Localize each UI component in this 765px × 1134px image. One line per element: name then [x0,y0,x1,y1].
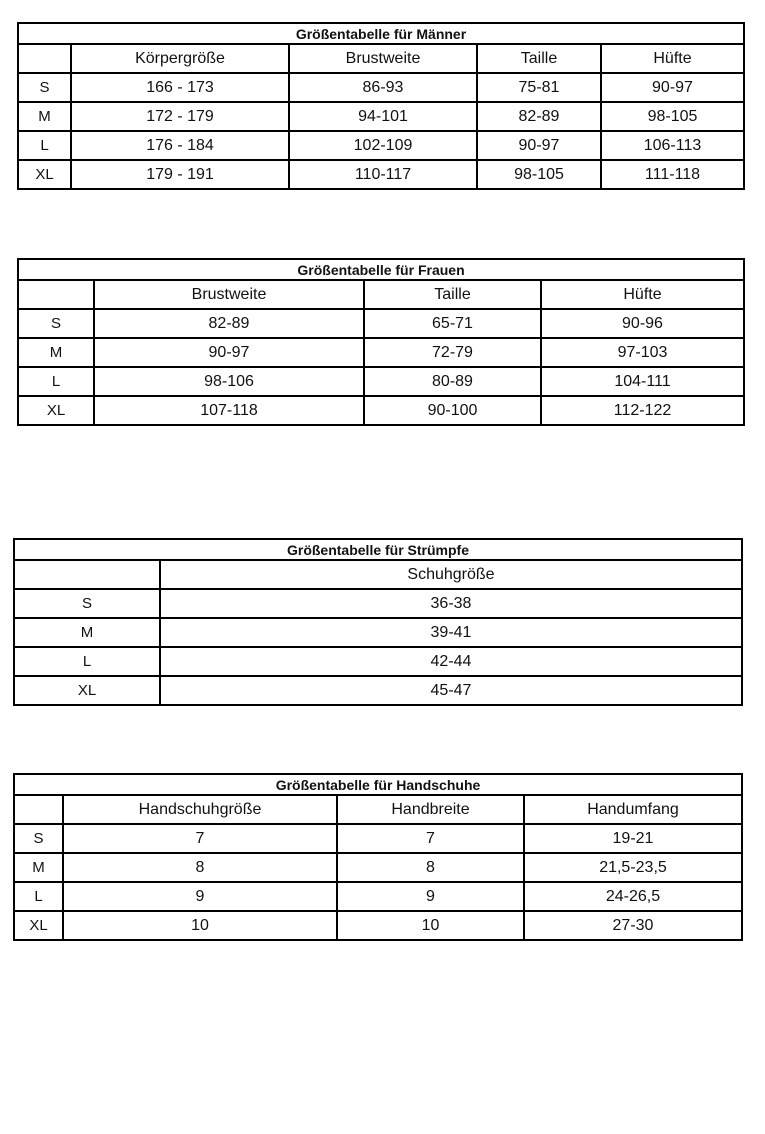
table-cell: 166 - 173 [71,73,289,102]
table-row [14,589,742,618]
table-header-row [18,44,744,73]
size-label: L [18,367,94,396]
table-cell: 98-106 [94,367,364,396]
table-cell: 9 [63,882,337,911]
header-cell: Hüfte [601,44,744,73]
header-cell: Handbreite [337,795,524,824]
header-cell: Taille [364,280,541,309]
table-cell: 111-118 [601,160,744,189]
women-size-table [17,258,745,426]
table-cell: 10 [63,911,337,940]
size-label: S [18,73,71,102]
table-row [18,102,744,131]
table-row [18,309,744,338]
table-cell: 172 - 179 [71,102,289,131]
table-cell: 107-118 [94,396,364,425]
gloves-table-title: Größentabelle für Handschuhe [14,774,742,795]
header-cell: Handschuhgröße [63,795,337,824]
table-row [14,676,742,705]
table-row [14,824,742,853]
header-cell: Hüfte [541,280,744,309]
table-row [14,882,742,911]
header-cell: Brustweite [94,280,364,309]
table-row [18,160,744,189]
table-cell: 104-111 [541,367,744,396]
socks-table-title: Größentabelle für Strümpfe [14,539,742,560]
men-size-table [17,22,745,190]
size-label: XL [14,676,160,705]
table-cell: 9 [337,882,524,911]
table-cell: 90-100 [364,396,541,425]
table-cell: 90-96 [541,309,744,338]
table-cell: 39-41 [160,618,742,647]
table-cell: 90-97 [477,131,601,160]
header-cell [18,280,94,309]
table-cell: 7 [63,824,337,853]
header-cell [14,795,63,824]
table-cell: 86-93 [289,73,477,102]
table-row [18,367,744,396]
size-label: M [18,102,71,131]
size-label: XL [18,396,94,425]
header-cell [18,44,71,73]
size-label: S [18,309,94,338]
table-cell: 82-89 [94,309,364,338]
table-cell: 90-97 [601,73,744,102]
size-label: L [18,131,71,160]
table-cell: 75-81 [477,73,601,102]
table-cell: 97-103 [541,338,744,367]
table-row [14,853,742,882]
table-cell: 176 - 184 [71,131,289,160]
table-cell: 80-89 [364,367,541,396]
header-cell: Taille [477,44,601,73]
table-cell: 102-109 [289,131,477,160]
table-cell: 112-122 [541,396,744,425]
table-cell: 98-105 [477,160,601,189]
table-row [18,73,744,102]
table-cell: 21,5-23,5 [524,853,742,882]
men-table-title: Größentabelle für Männer [18,23,744,44]
table-cell: 42-44 [160,647,742,676]
size-label: M [18,338,94,367]
table-cell: 94-101 [289,102,477,131]
table-cell: 19-21 [524,824,742,853]
gloves-size-table [13,773,743,941]
size-label: S [14,824,63,853]
size-label: S [14,589,160,618]
table-cell: 8 [63,853,337,882]
table-cell: 90-97 [94,338,364,367]
table-cell: 98-105 [601,102,744,131]
socks-size-table [13,538,743,706]
table-row [18,338,744,367]
table-cell: 7 [337,824,524,853]
table-cell: 8 [337,853,524,882]
size-label: L [14,647,160,676]
table-cell: 36-38 [160,589,742,618]
table-row [14,911,742,940]
size-label: L [14,882,63,911]
table-cell: 45-47 [160,676,742,705]
table-row [14,647,742,676]
table-row [14,618,742,647]
table-cell: 179 - 191 [71,160,289,189]
size-label: XL [18,160,71,189]
size-label: XL [14,911,63,940]
table-header-row [14,560,742,589]
table-cell: 10 [337,911,524,940]
header-cell: Körpergröße [71,44,289,73]
table-header-row [14,795,742,824]
table-cell: 72-79 [364,338,541,367]
table-cell: 110-117 [289,160,477,189]
size-label: M [14,618,160,647]
table-cell: 24-26,5 [524,882,742,911]
table-cell: 27-30 [524,911,742,940]
size-label: M [14,853,63,882]
table-row [18,396,744,425]
table-cell: 65-71 [364,309,541,338]
table-header-row [18,280,744,309]
table-cell: 106-113 [601,131,744,160]
table-row [18,131,744,160]
table-cell: 82-89 [477,102,601,131]
header-cell: Brustweite [289,44,477,73]
header-cell [14,560,160,589]
header-cell: Handumfang [524,795,742,824]
header-cell: Schuhgröße [160,560,742,589]
women-table-title: Größentabelle für Frauen [18,259,744,280]
